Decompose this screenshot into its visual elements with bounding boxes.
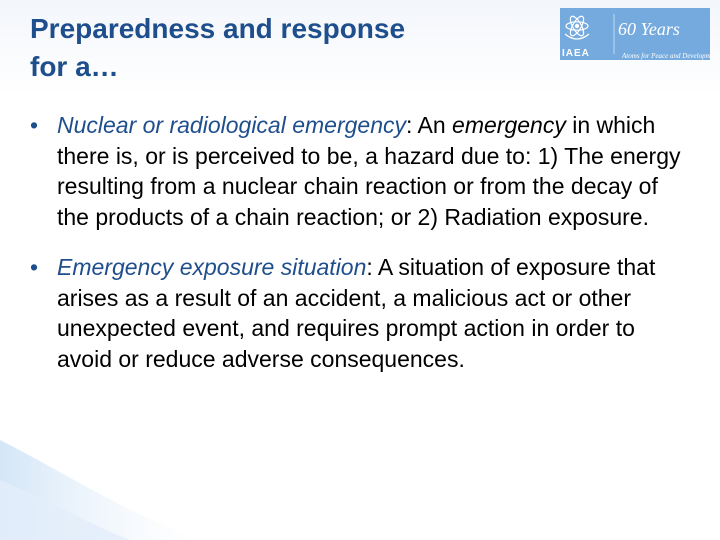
definition-list: [30, 110, 690, 394]
definition-colon: :: [366, 254, 373, 280]
iaea-60-years-logo: [560, 8, 720, 60]
definition-item: [30, 110, 690, 232]
definition-text: An: [412, 112, 453, 138]
slide-title: [30, 10, 530, 86]
definition-item: [30, 252, 690, 374]
logo-acronym: IAEA: [562, 48, 590, 59]
slide-title-line-1: Preparedness and response: [30, 13, 406, 44]
logo-60-years: 60 Years: [618, 19, 680, 39]
definition-text-continued: in which there is, or is perceived to be, a hazard due to: 1) The energy resulting from a nuclear chain reaction or from the decay of the products of a chain reaction; or 2) Radiation exposure.: [57, 112, 681, 230]
slide-title-line-2: for a…: [30, 51, 119, 82]
definition-term: Emergency exposure situation: [57, 254, 367, 280]
definition-colon: :: [406, 112, 413, 138]
definition-emphasis: emergency: [452, 112, 566, 138]
logo-tagline: Atoms for Peace and Development: [622, 52, 720, 60]
bullet-icon: •: [30, 112, 39, 138]
definition-text: A situation of exposure that arises as a result of an accident, a malicious act or other unexpected event, and requires prompt action in order to avoid or reduce adverse consequences.: [57, 254, 656, 372]
definition-term: Nuclear or radiological emergency: [57, 112, 406, 138]
bullet-icon: •: [30, 254, 39, 280]
